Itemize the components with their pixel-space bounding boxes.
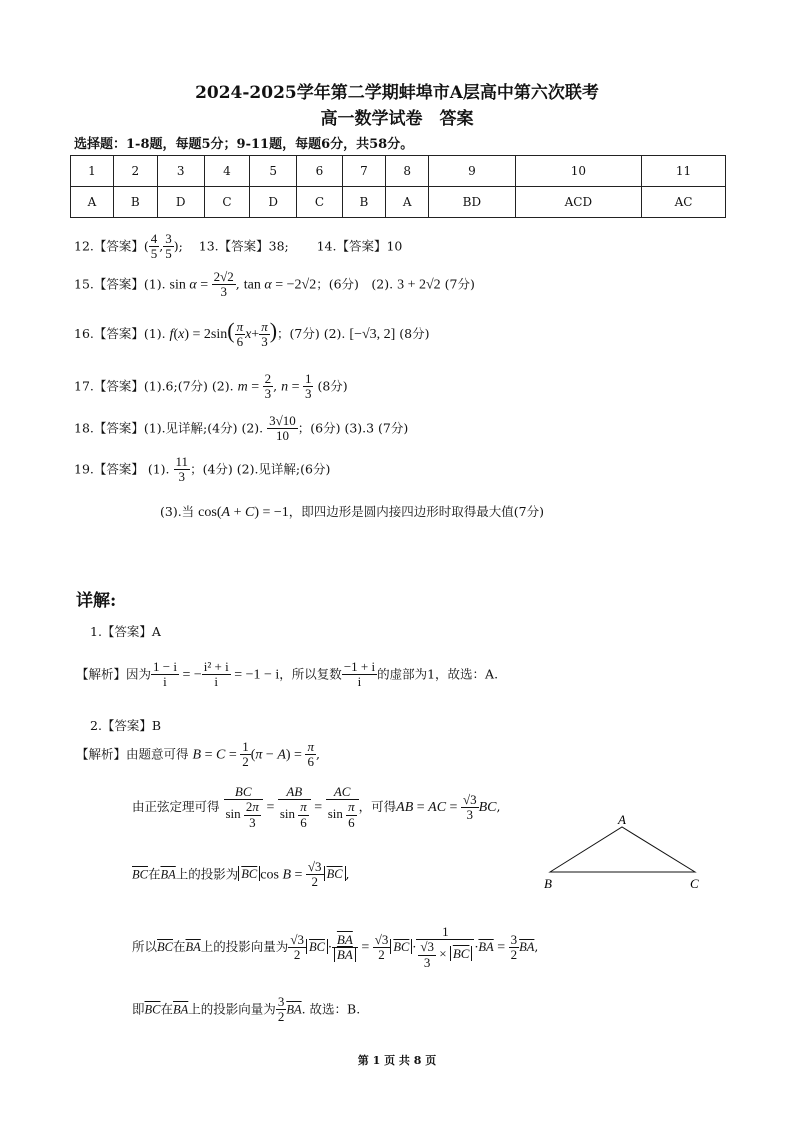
- q1-analysis-pre: 【解析】因为: [76, 666, 152, 682]
- question-number-cell: 8: [386, 156, 429, 187]
- q2-line3-mid2: 上的投影为: [175, 866, 239, 882]
- detail-2-line2: 由正弦定理可得 BC sin $\frac{2\pi}{3}$ = AB sin $\frac{\pi}{6}$ = AC sin $\frac{\pi}{6}$ ，可得AB = AC = $\frac{√3}{3}$ BC,: [132, 784, 501, 830]
- q1-analysis-mid: ，所以复数: [279, 666, 342, 682]
- detail-2-answer: 2.【答案】B: [90, 718, 162, 733]
- answer-cell: A: [71, 187, 114, 218]
- q2-sine-frac-3: AC sin $\frac{\pi}{6}$: [326, 785, 359, 830]
- q15-sin: sin α =: [169, 277, 212, 293]
- q1-frac-1: $\frac{1 - i}{i}$: [153, 659, 177, 690]
- q12-frac-1: $\frac{4}{5}$: [150, 231, 158, 262]
- q15-tan: tan α = −2√2: [243, 277, 317, 293]
- answer-table-numbers-row: [71, 156, 726, 187]
- q19-line2-post: ，即四边形是圆内接四边形时取得最大值(7分): [288, 504, 544, 519]
- q16-range: [−√3, 2]: [349, 327, 396, 342]
- answer-cell: D: [250, 187, 297, 218]
- detail-2-line4: 所以$\overline{BC}$在$\overline{BA}$上的投影向量为 $\frac{√3}{2}$ $\overline{BC}$ · $\frac{\overline{BA}}{BA}$ = $\frac{√3}{2}$ $\overline{BC}$ · 1 $\frac{√3}{3}$ × $\overline{BC}$ $\cdot\overline{BA}$ = $\frac{3}{2}$ $\overline{BA}$,: [132, 924, 539, 970]
- q2-line5-post: . 故选：B.: [301, 1001, 361, 1017]
- q2-line4-pre: 所以: [132, 938, 158, 954]
- q16-func: f: [169, 327, 174, 342]
- triangle-figure: [540, 810, 710, 895]
- question-number-cell: 9: [429, 156, 515, 187]
- q19-frac: $\frac{11}{3}$: [175, 454, 189, 485]
- answer-cell: ACD: [515, 187, 642, 218]
- q2-sqrt3-2: $\frac{√3}{2}$: [307, 859, 322, 890]
- q17-label: 17.【答案】(1).6;(7分) (2).: [74, 378, 234, 394]
- q17-n-frac: $\frac{1}{3}$: [304, 371, 312, 402]
- answer-16: 16.【答案】(1). f(x) = 2sin( $\frac{\pi}{6}$ x+ $\frac{\pi}{3}$ )；(7分) (2). [−√3, 2] (8分): [74, 318, 430, 349]
- q18-label: 18.【答案】(1).见详解;(4分) (2).: [74, 420, 264, 436]
- q2-line5-mid2: 上的投影向量为: [188, 1001, 276, 1017]
- vertex-a-label: A: [618, 812, 626, 827]
- q17-score2: (8分): [317, 378, 348, 394]
- q19-label: 19.【答案】 (1).: [74, 461, 170, 477]
- details-heading: 详解:: [76, 591, 117, 611]
- q14-answer: 14.【答案】10: [316, 238, 403, 254]
- vertex-c-label: C: [690, 876, 699, 891]
- answer-cell: A: [386, 187, 429, 218]
- answer-table-answers-row: [71, 187, 726, 218]
- q2-pi6: $\frac{\pi}{6}$: [307, 739, 314, 770]
- q1-frac-3: $\frac{-1 + i}{i}$: [343, 659, 376, 690]
- q15-part2: 3 + 2√2: [397, 277, 441, 293]
- q15-label: 15.【答案】(1).: [74, 276, 166, 292]
- choice-intro: 选择题：1-8题，每题5分；9-11题，每题6分，共58分。: [74, 137, 414, 152]
- answer-cell: C: [204, 187, 249, 218]
- triangle-abc: [550, 827, 695, 872]
- answer-19: [74, 455, 330, 485]
- question-number-cell: 5: [250, 156, 297, 187]
- answer-cell: BD: [429, 187, 515, 218]
- exam-title: 2024-2025学年第二学期蚌埠市A层高中第六次联考: [195, 83, 599, 103]
- answer-table: [70, 155, 726, 218]
- answer-18: [74, 414, 408, 444]
- q16-label: 16.【答案】(1).: [74, 326, 166, 341]
- detail-2-line1: 【解析】由题意可得 B = C = $\frac{1}{2}$ (π − A) = $\frac{\pi}{6}$ ,: [76, 739, 320, 770]
- question-number-cell: 4: [204, 156, 249, 187]
- question-number-cell: 7: [342, 156, 386, 187]
- q18-mid: ；(6分) (3).3 (7分): [297, 420, 409, 436]
- answer-19-line2: [160, 502, 544, 521]
- answer-12-14: 12.【答案】( $\frac{4}{5}$ , $\frac{3}{5}$ ); 13.【答案】38; 14.【答案】10: [74, 231, 403, 262]
- question-number-cell: 11: [642, 156, 726, 187]
- q16-frac-pi3: $\frac{\pi}{3}$: [261, 318, 268, 349]
- page-footer: 第 1 页 共 8 页: [357, 1054, 437, 1067]
- exam-subtitle: 高一数学试卷 答案: [320, 109, 474, 129]
- q2-sine-frac-2: AB sin $\frac{\pi}{6}$: [278, 785, 311, 830]
- question-number-cell: 10: [515, 156, 642, 187]
- answer-cell: AC: [642, 187, 726, 218]
- q2-line2-mid: ，可得: [358, 798, 397, 814]
- q2-line5-mid1: 在: [160, 1001, 174, 1017]
- question-number-cell: 2: [113, 156, 157, 187]
- q2-line4-mid1: 在: [173, 938, 186, 954]
- answer-cell: B: [342, 187, 386, 218]
- detail-2-line3: $\overline{BC}$在$\overline{BA}$上的投影为 $\overline{BC}$ cos B = $\frac{√3}{2}$ $\overline{BC}$ ,: [132, 859, 350, 890]
- q16-mid: ；(7分) (2).: [277, 326, 346, 341]
- q15-tail: ；(6分) (2).: [316, 276, 394, 292]
- detail-1-analysis: 【解析】因为 $\frac{1 - i}{i}$ = − $\frac{\text{i² + i}}{i}$ = −1 − i，所以复数 $\frac{-1 + i}{i}$ 的虚部为1，故选：A.: [76, 659, 499, 690]
- answer-15: 15.【答案】(1). sin α = $\frac{2√2}{3}$ , tan α = −2√2；(6分) (2). 3 + 2√2 (7分): [74, 269, 475, 300]
- question-number-cell: 6: [297, 156, 342, 187]
- q19-mid: ；(4分) (2).见详解;(6分): [190, 461, 331, 477]
- q1-frac-2: $\frac{\text{i² + i}}{i}$: [203, 659, 229, 690]
- question-number-cell: 1: [71, 156, 114, 187]
- q2-line4-mid2: 上的投影向量为: [200, 938, 289, 954]
- q12-label: 12.【答案】: [74, 238, 144, 254]
- q17-m-frac: $\frac{2}{3}$: [264, 371, 272, 402]
- q2-line2-pre: 由正弦定理可得: [132, 798, 220, 814]
- q15-frac: $\frac{2√2}{3}$: [213, 269, 234, 300]
- answer-cell: C: [297, 187, 342, 218]
- detail-2-line5: 即$\overline{BC}$在$\overline{BA}$上的投影向量为 $\frac{3}{2}$ $\overline{BA}$. 故选：B.: [132, 994, 361, 1025]
- q2-line5-pre: 即: [132, 1001, 145, 1017]
- vertex-b-label: B: [544, 876, 552, 891]
- q16-frac-pi6: $\frac{\pi}{6}$: [236, 318, 244, 349]
- q2-half: $\frac{1}{2}$: [242, 739, 249, 770]
- q13-answer: 13.【答案】38;: [198, 238, 289, 254]
- answer-cell: D: [157, 187, 204, 218]
- q16-score2: (8分): [399, 326, 430, 341]
- answer-cell: B: [113, 187, 157, 218]
- q2-sqrt3-3: $\frac{√3}{3}$: [462, 791, 477, 822]
- answer-17: 17.【答案】(1).6;(7分) (2). m = $\frac{2}{3}$ , n = $\frac{1}{3}$ (8分): [74, 371, 348, 402]
- q19-line2-pre: (3).当: [160, 504, 195, 519]
- q2-sine-frac-1: BC sin $\frac{2\pi}{3}$: [224, 785, 263, 830]
- q15-score2: (7分): [444, 276, 475, 292]
- q2-line1-pre: 【解析】由题意可得: [76, 746, 189, 762]
- q2-line3-mid1: 在: [147, 866, 161, 882]
- detail-1-answer: 1.【答案】A: [90, 624, 161, 639]
- question-number-cell: 3: [157, 156, 204, 187]
- q19-cos: cos(A + C) = −1: [198, 505, 289, 520]
- q12-frac-2: $\frac{3}{5}$: [165, 231, 172, 262]
- q18-frac: $\frac{3√10}{10}$: [269, 413, 296, 444]
- q1-analysis-post: 的虚部为1，故选：A.: [377, 666, 499, 682]
